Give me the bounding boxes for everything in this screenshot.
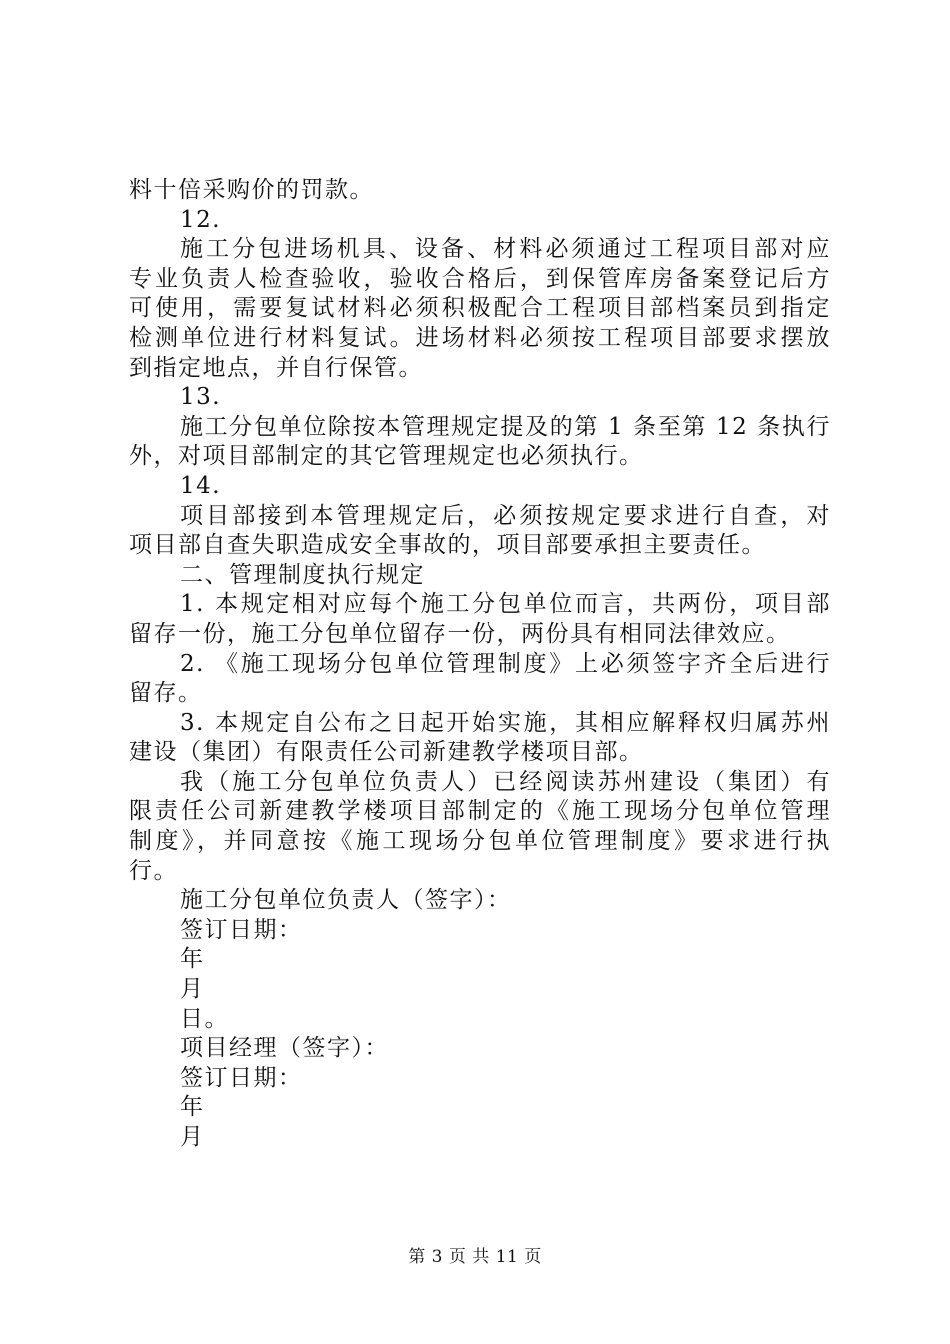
text-line: 签订日期： <box>180 916 303 943</box>
text-line: 日。 <box>180 1005 229 1032</box>
text-line: 行。 <box>129 857 178 884</box>
text-line: 留存一份，施工分包单位留存一份，两份具有相同法律效应。 <box>129 620 791 647</box>
text-line: 年 <box>180 946 205 973</box>
text-line: 月 <box>180 1124 205 1150</box>
text-line: 月 <box>180 976 205 1003</box>
text-line: 到指定地点，并自行保管。 <box>129 354 423 381</box>
text-line: 签订日期： <box>180 1064 303 1091</box>
text-line: 施工分包进场机具、设备、材料必须通过工程项目部对应 <box>180 236 831 263</box>
text-line: 建设（集团）有限责任公司新建教学楼项目部。 <box>129 739 644 766</box>
text-line: 料十倍采购价的罚款。 <box>129 177 374 203</box>
text-line: 检测单位进行材料复试。进场材料必须按工程项目部要求摆放 <box>129 324 831 351</box>
text-line: 我（施工分包单位负责人）已经阅读苏州建设（集团）有 <box>180 768 831 795</box>
text-line: 项目经理（签字）： <box>180 1035 389 1062</box>
text-line: 外，对项目部制定的其它管理规定也必须执行。 <box>129 443 644 470</box>
text-line: 制度》，并同意按《施工现场分包单位管理制度》要求进行执 <box>129 828 831 855</box>
text-line: 项目部接到本管理规定后，必须按规定要求进行自查，对 <box>180 502 831 529</box>
page-footer: 第 3 页 共 11 页 <box>408 1247 542 1267</box>
text-line: 年 <box>180 1094 205 1121</box>
text-line: 专业负责人检查验收，验收合格后，到保管库房备案登记后方 <box>129 265 831 292</box>
text-line: 14. <box>180 472 222 499</box>
text-line: 可使用，需要复试材料必须积极配合工程项目部档案员到指定 <box>129 295 831 322</box>
text-line: 1. 本规定相对应每个施工分包单位而言，共两份，项目部 <box>180 591 831 618</box>
text-line: 留存。 <box>129 680 203 707</box>
text-line: 限责任公司新建教学楼项目部制定的《施工现场分包单位管理 <box>129 798 831 825</box>
text-line: 12. <box>180 206 222 233</box>
text-line: 3. 本规定自公布之日起开始实施，其相应解释权归属苏州 <box>180 709 831 736</box>
text-line: 13. <box>180 384 222 411</box>
text-line: 项目部自查失职造成安全事故的，项目部要承担主要责任。 <box>129 532 766 559</box>
text-line: 施工分包单位负责人（签字）： <box>180 887 512 914</box>
text-line: 施工分包单位除按本管理规定提及的第 1 条至第 12 条执行 <box>180 413 831 440</box>
document-body <box>129 176 831 1153</box>
text-line: 2. 《施工现场分包单位管理制度》上必须签字齐全后进行 <box>180 650 831 677</box>
text-line: 二、管理制度执行规定 <box>180 561 425 588</box>
